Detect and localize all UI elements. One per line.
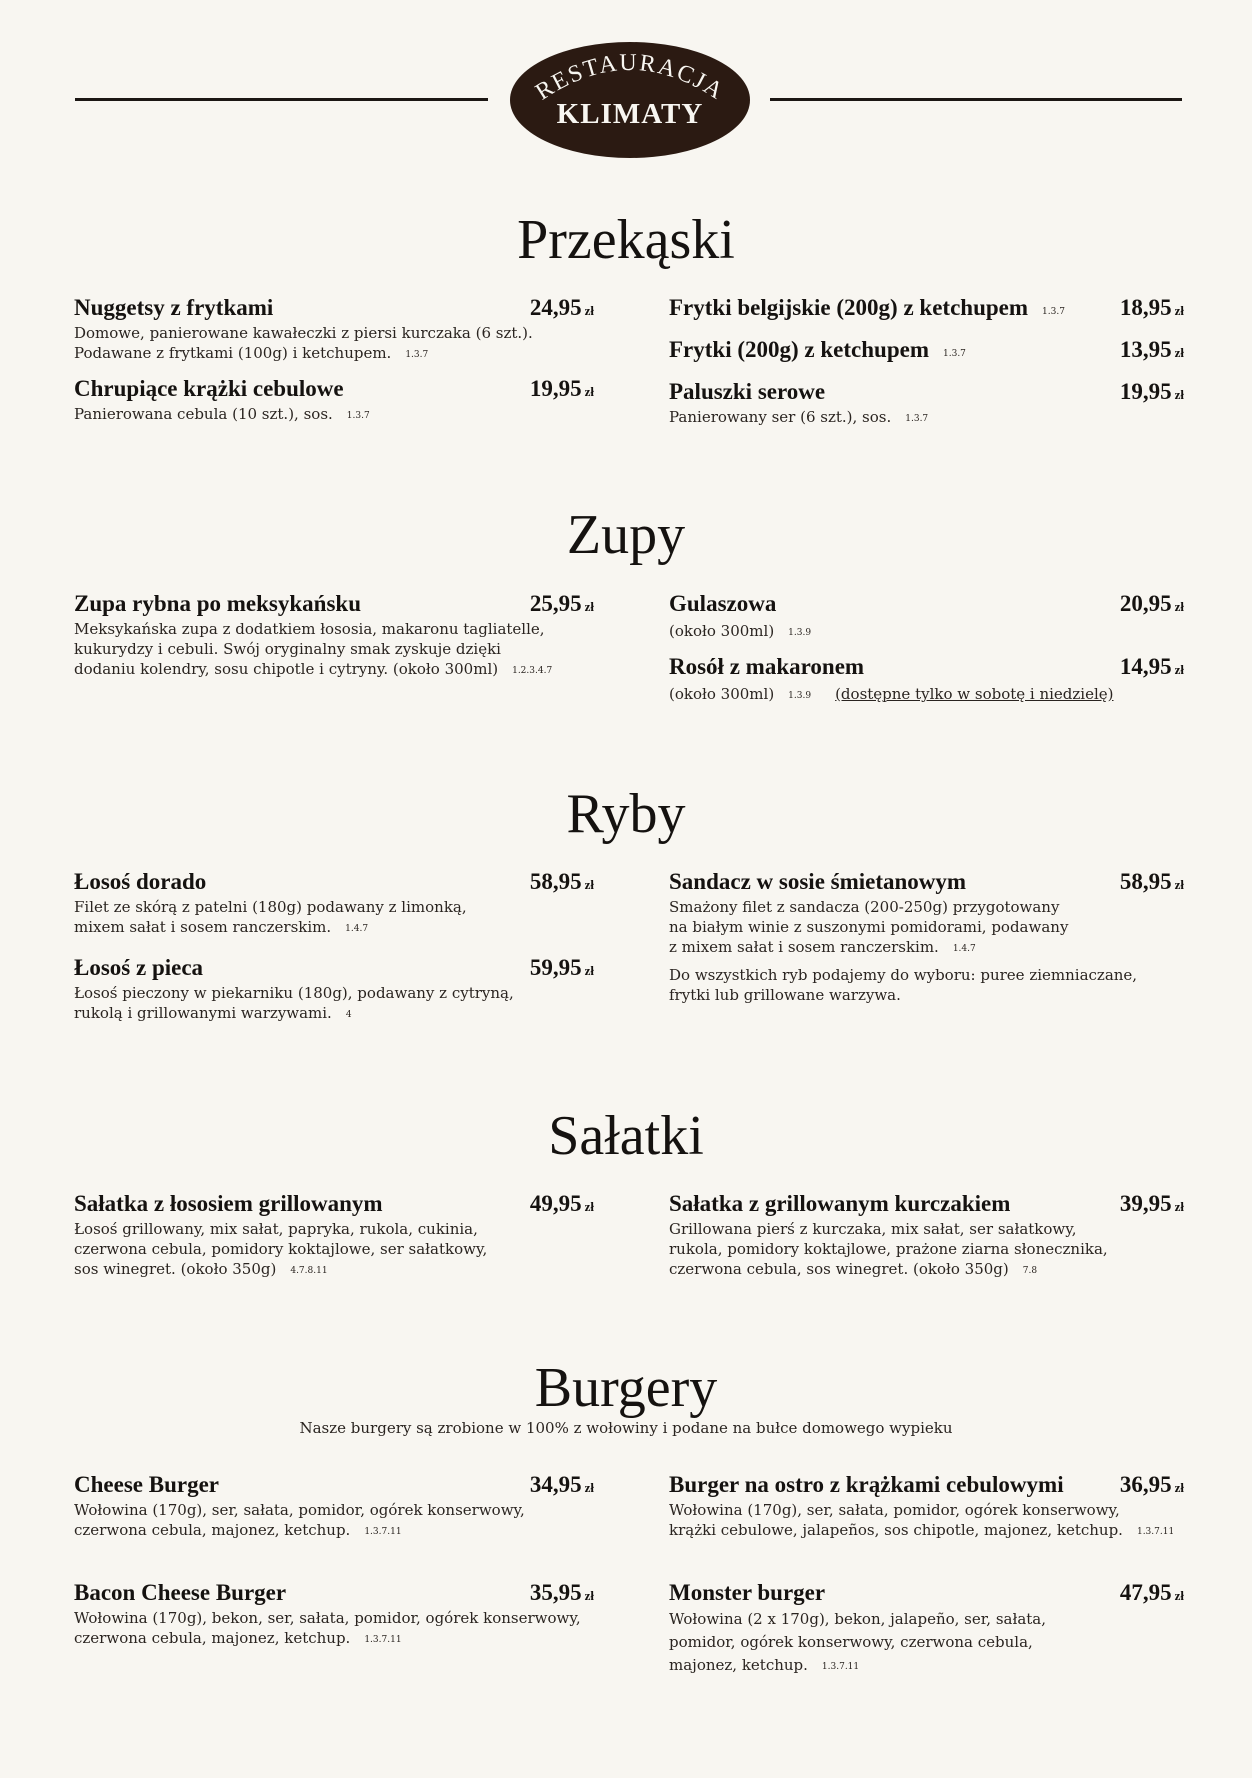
menu-item xyxy=(669,867,1184,1005)
item-desc-line: kukurydzy i cebuli. Swój oryginalny smak zyskuje dzięki xyxy=(74,640,501,658)
item-name: Gulaszowa xyxy=(669,591,777,616)
item-price xyxy=(530,953,594,986)
item-name: Frytki belgijskie (200g) z ketchupem xyxy=(669,295,1029,320)
currency: zł xyxy=(1174,303,1184,318)
fish-sides-note: frytki lub grillowane warzywa. xyxy=(669,986,901,1004)
item-desc-line: Wołowina (2 x 170g), bekon, jalapeño, ser, sałata, xyxy=(669,1610,1046,1628)
allergens: 1.3.7 xyxy=(405,350,429,360)
allergens: 1.3.7.11 xyxy=(821,1662,860,1672)
allergens: 1.4.7 xyxy=(952,944,976,954)
price-value: 25,95 xyxy=(529,591,582,616)
menu-item xyxy=(669,1470,1184,1542)
allergens: 1.3.7.11 xyxy=(1136,1527,1175,1537)
item-desc-line: (około 300ml) xyxy=(669,622,775,640)
price-value: 19,95 xyxy=(1119,379,1172,404)
item-desc-line: z mixem sałat i sosem ranczerskim. xyxy=(669,938,939,956)
header-rule-left xyxy=(75,98,488,101)
allergens: 4 xyxy=(345,1010,352,1020)
item-desc-line: rukolą i grillowanymi warzywami. xyxy=(74,1004,332,1022)
item-desc-line: Wołowina (170g), bekon, ser, sałata, pomidor, ogórek konserwowy, xyxy=(74,1609,581,1627)
item-desc-line: mixem sałat i sosem ranczerskim. xyxy=(74,918,332,936)
price-value: 18,95 xyxy=(1119,295,1172,320)
item-desc-line: Panierowana cebula (10 szt.), sos. xyxy=(74,405,333,423)
menu-item xyxy=(74,867,594,939)
item-name: Łosoś z pieca xyxy=(74,955,204,980)
menu-item xyxy=(74,589,594,681)
price-value: 58,95 xyxy=(529,869,582,894)
menu-item xyxy=(74,1189,594,1281)
logo-main-text: KLIMATY xyxy=(556,98,704,130)
price-value: 39,95 xyxy=(1119,1191,1172,1216)
item-desc-line: sos winegret. (około 350g) xyxy=(74,1260,277,1278)
item-desc-line: czerwona cebula, majonez, ketchup. xyxy=(74,1629,351,1647)
price-value: 49,95 xyxy=(529,1191,582,1216)
menu-item xyxy=(669,293,1184,323)
price-value: 47,95 xyxy=(1119,1580,1172,1605)
item-desc-line: (około 300ml) xyxy=(669,685,775,703)
price-value: 35,95 xyxy=(529,1580,582,1605)
menu-item xyxy=(74,374,594,426)
item-desc-line: czerwona cebula, majonez, ketchup. xyxy=(74,1521,351,1539)
item-desc-line: dodaniu kolendry, sosu chipotle i cytryny. (około 300ml) xyxy=(74,660,499,678)
allergens: 4.7.8.11 xyxy=(290,1266,328,1276)
menu-item xyxy=(669,652,1184,706)
menu-item xyxy=(669,589,1184,643)
item-name: Łosoś dorado xyxy=(74,869,207,894)
item-price xyxy=(1120,1578,1184,1611)
item-price xyxy=(1120,589,1184,622)
item-desc-line: majonez, ketchup. xyxy=(669,1656,808,1674)
item-name: Sałatka z łososiem grillowanym xyxy=(74,1191,383,1216)
item-desc-line: Podawane z frytkami (100g) i ketchupem. xyxy=(74,344,392,362)
price-value: 24,95 xyxy=(529,295,582,320)
item-price xyxy=(530,1189,594,1222)
currency: zł xyxy=(1174,1588,1184,1603)
header-rule-right xyxy=(770,98,1182,101)
currency: zł xyxy=(1174,877,1184,892)
item-desc-line: Domowe, panierowane kawałeczki z piersi kurczaka (6 szt.). xyxy=(74,324,533,342)
allergens: 1.4.7 xyxy=(345,924,369,934)
currency: zł xyxy=(1174,345,1184,360)
currency: zł xyxy=(1174,1480,1184,1495)
item-desc-line: krążki cebulowe, jalapeños, sos chipotle, majonez, ketchup. xyxy=(669,1521,1123,1539)
currency: zł xyxy=(584,1480,594,1495)
item-name: Frytki (200g) z ketchupem xyxy=(669,337,929,362)
item-price xyxy=(530,867,594,900)
currency: zł xyxy=(1174,1199,1184,1214)
item-desc-line: czerwona cebula, pomidory koktajlowe, ser sałatkowy, xyxy=(74,1240,488,1258)
item-price xyxy=(1120,652,1184,685)
section-title-przekaski: Przekąski xyxy=(517,209,735,271)
allergens: 1.3.7 xyxy=(943,349,966,359)
item-desc-line: Wołowina (170g), ser, sałata, pomidor, ogórek konserwowy, xyxy=(669,1501,1120,1519)
currency: zł xyxy=(1174,387,1184,402)
allergens: 1.3.7.11 xyxy=(364,1527,402,1537)
item-desc-line: czerwona cebula, sos winegret. (około 350g) xyxy=(669,1260,1009,1278)
item-desc-line: Filet ze skórą z patelni (180g) podawany z limonką, xyxy=(74,898,467,916)
currency: zł xyxy=(584,599,594,614)
menu-item xyxy=(74,1470,594,1542)
allergens: 1.3.7.11 xyxy=(364,1635,402,1645)
item-price xyxy=(1120,1470,1184,1503)
logo-arc-text: RESTAURACJA xyxy=(531,49,729,106)
item-price xyxy=(1120,293,1184,326)
fish-sides-note: Do wszystkich ryb podajemy do wyboru: puree ziemniaczane, xyxy=(669,966,1138,984)
item-price xyxy=(530,293,594,326)
item-desc-line: Łosoś pieczony w piekarniku (180g), podawany z cytryną, xyxy=(74,984,514,1002)
section-title-zupy: Zupy xyxy=(566,504,686,566)
allergens: 1.3.7 xyxy=(905,414,929,424)
allergens: 1.3.9 xyxy=(788,691,812,701)
price-value: 34,95 xyxy=(529,1472,582,1497)
menu-item xyxy=(669,335,1184,365)
item-desc-line: Panierowany ser (6 szt.), sos. xyxy=(669,408,892,426)
menu-item xyxy=(669,1189,1184,1281)
item-price xyxy=(530,1470,594,1503)
item-price xyxy=(1120,377,1184,410)
item-desc-line: Wołowina (170g), ser, sałata, pomidor, ogórek konserwowy, xyxy=(74,1501,525,1519)
item-name: Zupa rybna po meksykańsku xyxy=(74,591,361,616)
item-desc-line: pomidor, ogórek konserwowy, czerwona cebula, xyxy=(669,1633,1033,1651)
restaurant-logo xyxy=(510,42,750,158)
currency: zł xyxy=(1174,599,1184,614)
item-price xyxy=(530,589,594,622)
currency: zł xyxy=(584,1199,594,1214)
menu-item xyxy=(74,293,594,365)
item-name: Sałatka z grillowanym kurczakiem xyxy=(669,1191,1011,1216)
price-value: 20,95 xyxy=(1119,591,1172,616)
item-name: Nuggetsy z frytkami xyxy=(74,295,274,320)
currency: zł xyxy=(1174,662,1184,677)
item-name: Chrupiące krążki cebulowe xyxy=(74,376,344,401)
allergens: 1.2.3.4.7 xyxy=(512,666,553,676)
item-name: Bacon Cheese Burger xyxy=(74,1580,287,1605)
item-desc-line: na białym winie z suszonymi pomidorami, podawany xyxy=(669,918,1069,936)
price-value: 59,95 xyxy=(529,955,582,980)
currency: zł xyxy=(584,1588,594,1603)
allergens: 7.8 xyxy=(1022,1266,1038,1276)
item-price xyxy=(530,1578,594,1611)
section-title-burgery: Burgery xyxy=(534,1357,718,1419)
allergens: 1.3.9 xyxy=(788,628,812,638)
menu-item xyxy=(669,377,1184,429)
price-value: 13,95 xyxy=(1119,337,1172,362)
item-desc-line: Łosoś grillowany, mix sałat, papryka, rukola, cukinia, xyxy=(74,1220,478,1238)
price-value: 14,95 xyxy=(1119,654,1172,679)
price-value: 58,95 xyxy=(1119,869,1172,894)
currency: zł xyxy=(584,963,594,978)
section-subtitle-burgery: Nasze burgery są zrobione w 100% z wołowiny i podane na bułce domowego wypieku xyxy=(299,1419,953,1437)
menu-item xyxy=(74,953,594,1025)
item-name: Paluszki serowe xyxy=(669,379,826,404)
item-price xyxy=(1120,1189,1184,1222)
item-price xyxy=(1120,867,1184,900)
item-name: Monster burger xyxy=(669,1580,826,1605)
item-name: Burger na ostro z krążkami cebulowymi xyxy=(669,1472,1064,1497)
menu-item xyxy=(669,1578,1184,1679)
item-desc-line: Meksykańska zupa z dodatkiem łososia, makaronu tagliatelle, xyxy=(74,620,545,638)
item-desc-line: Smażony filet z sandacza (200-250g) przygotowany xyxy=(669,898,1060,916)
section-title-salatki: Sałatki xyxy=(548,1105,704,1167)
allergens: 1.3.7 xyxy=(1042,307,1065,317)
item-price xyxy=(1120,335,1184,368)
item-desc-line: rukola, pomidory koktajlowe, prażone ziarna słonecznika, xyxy=(669,1240,1108,1258)
menu-item xyxy=(74,1578,594,1650)
section-title-ryby: Ryby xyxy=(566,783,686,845)
currency: zł xyxy=(584,303,594,318)
currency: zł xyxy=(584,877,594,892)
item-name: Rosół z makaronem xyxy=(669,654,865,679)
item-name: Cheese Burger xyxy=(74,1472,219,1497)
price-value: 19,95 xyxy=(529,376,582,401)
availability-note: (dostępne tylko w sobotę i niedzielę) xyxy=(835,685,1114,703)
item-name: Sandacz w sosie śmietanowym xyxy=(669,869,967,894)
allergens: 1.3.7 xyxy=(346,411,370,421)
currency: zł xyxy=(584,384,594,399)
item-price xyxy=(530,374,594,407)
price-value: 36,95 xyxy=(1119,1472,1172,1497)
item-desc-line: Grillowana pierś z kurczaka, mix sałat, ser sałatkowy, xyxy=(669,1220,1077,1238)
